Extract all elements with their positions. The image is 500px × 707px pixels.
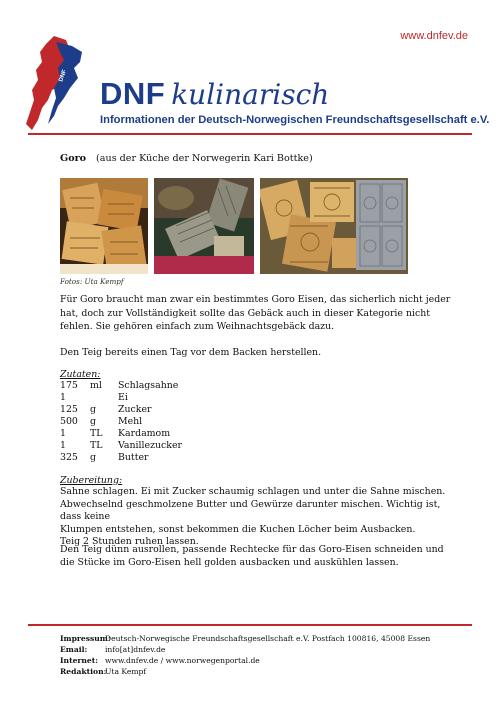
footer-label: Redaktion: <box>60 667 107 676</box>
recipe-title: Goro <box>60 153 87 164</box>
footer-row-internet <box>60 655 430 666</box>
photo-goro-iron <box>154 178 254 274</box>
footer-row-impressum <box>60 633 430 644</box>
ingredient-unit: TL <box>90 440 103 451</box>
brand-title <box>100 76 329 112</box>
logo-text: DNF <box>58 69 69 83</box>
footer-row-redaktion <box>60 666 430 677</box>
recipe-source: (aus der Küche der Norwegerin Kari Bottke) <box>96 153 313 164</box>
ingredients-heading: Zutaten: <box>60 369 101 380</box>
footer-imprint <box>60 633 430 677</box>
ingredient-name: Butter <box>118 452 149 463</box>
ingredient-unit: g <box>90 404 97 415</box>
footer-divider <box>28 624 472 626</box>
ingredient-unit: ml <box>90 380 102 391</box>
norway-map-logo-icon <box>24 34 84 134</box>
photo-caption: Fotos: Uta Kempf <box>60 277 124 286</box>
method-line: Abwechselnd geschmolzene Butter und Gewürze darunter mischen. Wichtig ist, dass keine <box>60 498 441 522</box>
ingredient-qty: 125 <box>60 404 78 415</box>
ingredient-name: Zucker <box>118 404 152 415</box>
ingredient-name: Mehl <box>118 416 143 427</box>
ingredient-qty: 500 <box>60 416 78 427</box>
footer-label: Email: <box>60 645 88 654</box>
brand-name: DNF <box>100 76 166 111</box>
photo-goro-patterns <box>260 178 408 274</box>
header-subtitle: Informationen der Deutsch-Norwegischen Freundschaftsgesellschaft e.V. <box>100 114 490 126</box>
ingredient-name: Kardamom <box>118 428 171 439</box>
ingredient-unit: g <box>90 416 97 427</box>
footer-value: www.dnfev.de / www.norwegenportal.de <box>105 656 260 665</box>
prep-note: Den Teig bereits einen Tag vor dem Backen herstellen. <box>60 347 322 358</box>
footer-label: Impressum: <box>60 634 111 643</box>
final-step: Den Teig dünn ausrollen, passende Rechtecke für das Goro-Eisen schneiden und die Stücke im Goro-Eisen hell golden ausbacken und auskühlen lassen. <box>60 544 444 568</box>
footer-value: Deutsch-Norwegische Freundschaftsgesellschaft e.V. Postfach 100816, 45008 Essen <box>105 634 431 643</box>
brand-suffix: kulinarisch <box>171 78 330 111</box>
ingredient-unit: g <box>90 452 97 463</box>
method-line: Sahne schlagen. Ei mit Zucker schaumig schlagen und unter die Sahne mischen. <box>60 486 446 497</box>
ingredient-unit: TL <box>90 428 103 439</box>
method-line: Teig 2 Stunden ruhen lassen. <box>60 536 199 547</box>
recipe-title-line <box>60 153 313 164</box>
ingredient-name: Vanillezucker <box>118 440 183 451</box>
method-heading: Zubereitung: <box>60 475 123 486</box>
method-line: Klumpen entstehen, sonst bekommen die Kuchen Löcher beim Ausbacken. <box>60 523 416 535</box>
footer-value: Uta Kempf <box>105 667 147 676</box>
recipe-intro: Für Goro braucht man zwar ein bestimmtes Goro Eisen, das sicherlich nicht jeder hat, doch zur Vollständigkeit sollte das Gebäck auch in dieser Kategorie nicht fehlen. Sie gehören einfach zum Weihnachtsgebäck dazu. <box>60 294 451 332</box>
footer-label: Internet: <box>60 656 99 665</box>
ingredient-name: Schlagsahne <box>118 380 179 391</box>
method-steps <box>60 486 460 549</box>
photo-goro-stack <box>60 178 148 274</box>
ingredient-qty: 1 <box>60 428 66 439</box>
header-divider <box>28 133 472 135</box>
ingredient-qty: 1 <box>60 392 66 403</box>
ingredient-qty: 325 <box>60 452 78 463</box>
footer-row-email <box>60 644 430 655</box>
footer-value: info[at]dnfev.de <box>105 645 166 654</box>
ingredient-name: Ei <box>118 392 128 403</box>
ingredient-qty: 1 <box>60 440 66 451</box>
ingredient-qty: 175 <box>60 380 78 391</box>
website-url[interactable]: www.dnfev.de <box>400 30 468 42</box>
